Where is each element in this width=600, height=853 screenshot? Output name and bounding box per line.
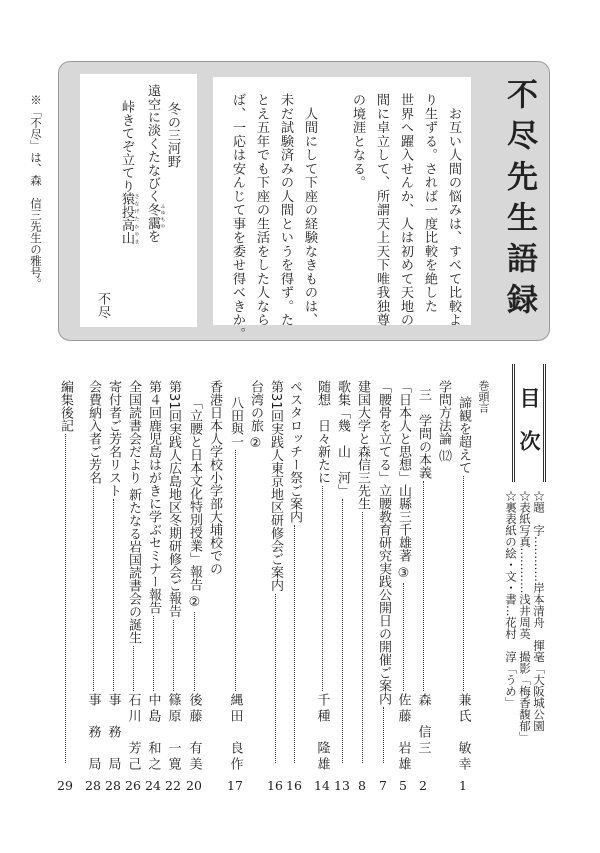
toc-page-number: 29 — [57, 778, 73, 793]
toc-entry-author: 事 務 局 — [85, 693, 101, 773]
toc-entry[interactable] — [394, 380, 412, 773]
toc-entry-title: 会費納入者ご芳名 — [86, 380, 101, 484]
goroku-title: 不尽先生語録 — [501, 78, 537, 324]
prose-line: り生ずる。されば一度比較を絶した — [422, 93, 437, 313]
toc-entry-title: 学問方法論 ⑿ — [436, 380, 451, 463]
prose-line: 未だ試験済みの人間というを得ず。た — [278, 93, 293, 327]
toc-page-number: 2 — [419, 778, 427, 793]
toc-entry-author: 事 務 局 — [105, 693, 121, 773]
toc-entry[interactable] — [333, 380, 351, 765]
toc-entry[interactable] — [104, 380, 122, 773]
toc-page-number: 14 — [314, 778, 330, 793]
toc-entry-title: 全国読書会だより 新たなる岩国読書会の誕生 — [126, 380, 141, 645]
dotted-leader — [463, 476, 464, 691]
toc-entry-author: 石川 芳己 — [125, 693, 141, 773]
toc-entry[interactable] — [185, 396, 203, 773]
toc-entry-title: 「腰骨を立てる」立腰教育研究実践公開日の開催ご案内 — [376, 380, 391, 705]
toc-entry-title: 随想 日々新たに — [315, 380, 330, 484]
poem-title: 冬の三河野 — [165, 102, 180, 168]
toc-entry-title: 「立腰と日本文化特別授業」報告 ② — [187, 396, 202, 611]
toc-entry-title: 寄付者ご芳名リスト — [106, 380, 121, 497]
toc-heading: 目次 — [512, 364, 546, 482]
dotted-leader — [423, 481, 424, 691]
prose-line: 間に卓立して、所謂天上天下唯我独尊 — [374, 93, 389, 327]
dotted-leader — [342, 499, 343, 763]
toc-entry[interactable] — [56, 380, 74, 765]
toc-entry[interactable] — [353, 380, 371, 765]
dotted-leader — [362, 512, 363, 763]
dotted-leader — [153, 616, 154, 691]
toc-entry-author: 兼氏 敏幸 — [455, 693, 471, 773]
poem-line-2: 峠きてぞ立てり猿投高山 さなげたかやま — [119, 100, 140, 246]
prose-line: お互い人間の悩みは、すべて比較よ — [446, 93, 461, 327]
dotted-leader — [322, 486, 323, 691]
credit-line: ☆裏表紙の絵・文・書…花村 淳「うめ」 — [504, 490, 518, 709]
toc-entry[interactable] — [246, 380, 264, 451]
toc-entry-title: 第31回実践人東京地区研修会ご案内 — [268, 380, 283, 592]
toc-entry-title: 第31回実践人広島地区冬期研修会ご報告 — [166, 380, 181, 618]
poem-line-1: 遠空に淡くたなびく冬靄 ふゆもやを — [145, 84, 166, 243]
toc-entry-author: 後藤 有美 — [186, 693, 202, 773]
dotted-leader — [65, 434, 66, 763]
dotted-leader — [93, 486, 94, 691]
toc-entry[interactable] — [434, 380, 452, 462]
toc-entry-title: 第４回鹿児島はがきに学ぶセミナー報告 — [146, 380, 161, 614]
toc-entry[interactable] — [313, 380, 331, 773]
dotted-leader — [173, 620, 174, 691]
credit-line: ☆表紙写真…………浅井周英 撮影「梅香馥郁」 — [518, 490, 532, 743]
prose-line: 世界へ躍入せんか、人は初めて天地の — [398, 93, 413, 327]
dotted-leader — [235, 450, 236, 691]
prose-line: の境涯となる。 — [350, 93, 365, 190]
toc-entry-title: 香港日本人学校小学部大埔校での — [207, 380, 222, 575]
toc-entry-title: 台湾の旅 ② — [248, 380, 263, 452]
toc-page-number: 5 — [399, 778, 407, 793]
toc-entry[interactable] — [84, 380, 102, 773]
toc-entry[interactable] — [144, 380, 162, 773]
toc-page-number: 28 — [85, 778, 101, 793]
toc-page-number: 24 — [145, 778, 161, 793]
dotted-leader — [275, 594, 276, 763]
dotted-leader — [133, 646, 134, 691]
toc-entry-author: 千種 隆雄 — [314, 693, 330, 773]
dotted-leader — [383, 707, 384, 763]
toc-entry-author: 中島 和之 — [145, 693, 161, 773]
toc-entry-author: 縄田 良作 — [227, 693, 243, 773]
toc-entry-author: 森 信三 — [415, 693, 431, 757]
toc-entry[interactable] — [266, 380, 284, 765]
prose-line: とえ五年でも下座の生活をした人なら — [254, 93, 269, 327]
toc-page-number: 26 — [125, 778, 141, 793]
toc-page-number: 8 — [358, 778, 366, 793]
toc-page-number: 1 — [459, 778, 467, 793]
toc-page-number: 13 — [334, 778, 350, 793]
toc-entry-title: ペスタロッチー祭ご案内 — [287, 380, 302, 523]
toc-entry[interactable] — [164, 380, 182, 773]
toc-entry[interactable] — [285, 380, 303, 765]
toc-entry-title: 八田與一 — [228, 396, 243, 448]
credit-line: ☆題 字…………岸本清舟 揮毫「大阪城公園 — [532, 490, 546, 732]
toc-page-number: 16 — [286, 778, 302, 793]
toc-entry[interactable] — [414, 388, 432, 765]
dotted-leader — [294, 525, 295, 763]
toc-page-number: 28 — [105, 778, 121, 793]
toc-entry-author: 佐藤 岩雄 — [395, 693, 411, 773]
toc-page-number: 20 — [186, 778, 202, 793]
dotted-leader — [113, 499, 114, 691]
toc-entry-title: 建国大学と森信三先生 — [355, 380, 370, 510]
toc-entry-title: 諦観を超えて — [456, 396, 471, 474]
toc-entry-title: 歌集「幾 山 河」 — [335, 380, 350, 497]
dotted-leader — [194, 612, 195, 691]
toc-entry[interactable] — [226, 396, 244, 773]
prose-line: 人間にして下座の経験なきものは、 — [302, 93, 317, 327]
footnote: ※「不尽」は、森 信三先生の雅号。 — [29, 94, 43, 290]
poem-signature: 不尽 — [95, 292, 110, 319]
toc-entry-title: 三 学問の本義 — [416, 388, 431, 479]
toc-entry[interactable] — [124, 380, 142, 773]
toc-entry[interactable] — [374, 380, 392, 765]
prose-line: ば、一応は安んじて事を委せ得べきか。 — [230, 93, 245, 341]
toc-entry-title: 編集後記 — [58, 380, 73, 432]
toc-page-number: 17 — [227, 778, 243, 793]
toc-entry[interactable] — [454, 396, 472, 773]
toc-page-number: 7 — [379, 778, 387, 793]
toc-entry-author: 篠原 一寛 — [165, 693, 181, 773]
toc-entry[interactable] — [205, 380, 223, 575]
toc-page-number: 22 — [165, 778, 181, 793]
toc-entry-title: 巻頭言 — [477, 380, 490, 413]
toc-entry[interactable] — [474, 380, 492, 413]
dotted-leader — [403, 583, 404, 691]
goroku-prose-box — [213, 77, 471, 341]
toc-page-number: 16 — [267, 778, 283, 793]
poem-box — [80, 74, 197, 327]
toc-entry-title: 「日本人と思想」山縣三千雄著 ③ — [396, 380, 411, 582]
